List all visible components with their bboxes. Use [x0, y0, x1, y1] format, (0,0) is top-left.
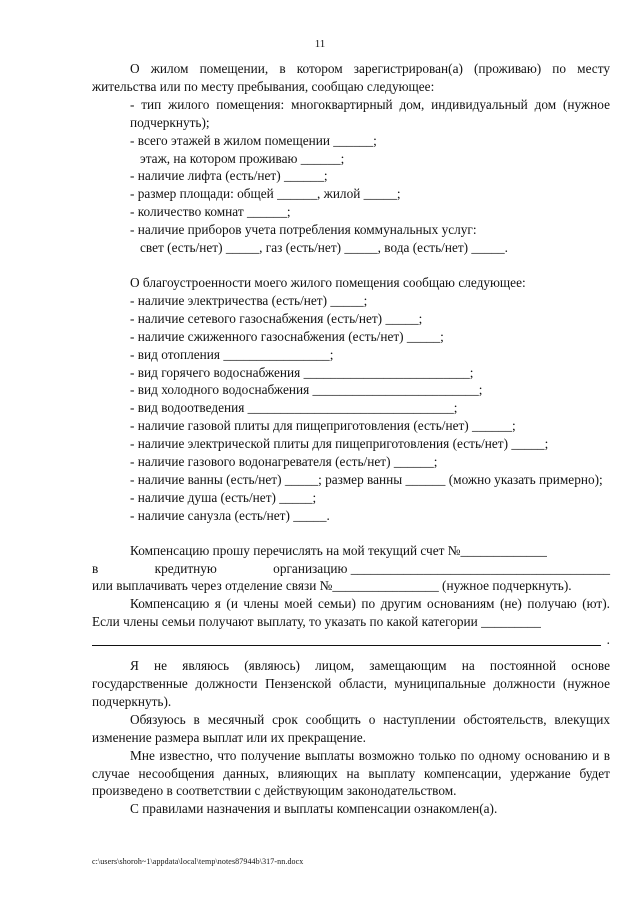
area-line: - размер площади: общей ______, жилой _____; — [130, 186, 401, 202]
other-grounds: Компенсацию я (и члены моей семьи) по другим основаниям (не) получаю (ют). Если члены семьи получают выплату, то указать по какой категории _________ — [92, 596, 610, 630]
amenity-item: - наличие газовой плиты для пищеприготовления (есть/нет) ______; — [130, 418, 516, 434]
page-number: 11 — [314, 38, 326, 50]
application-form-body — [92, 60, 610, 818]
amenity-item: - вид холодного водоснабжения _________________________; — [130, 382, 483, 398]
floor-living: этаж, на котором проживаю ______; — [140, 150, 345, 166]
rules-acknowledgement: С правилами назначения и выплаты компенсации ознакомлен(а). — [130, 801, 498, 817]
amenity-item: - вид горячего водоснабжения _________________________; — [130, 364, 474, 380]
single-ground-notice: Мне известно, что получение выплаты возможно только по одному основанию и в случае несообщения данных, влияющих на выплату компенсации, удержание будет произведено в соответствии с действующим законодательством. — [92, 747, 610, 799]
amenity-item: - наличие сетевого газоснабжения (есть/нет) _____; — [130, 310, 423, 326]
amenity-item: - вид водоотведения _______________________________; — [130, 400, 458, 416]
bank-word: кредитную — [154, 560, 217, 576]
housing-intro: О жилом помещении, в котором зарегистрирован(а) (проживаю) по месту жительства или по месту пребывания, сообщаю следующее: — [92, 61, 610, 94]
housing-type: - тип жилого помещения: многоквартирный дом, индивидуальный дом (нужное подчеркнуть); — [130, 96, 610, 130]
bank-prefix: в — [92, 560, 99, 576]
amenity-item: - наличие электричества (есть/нет) _____; — [130, 292, 368, 308]
amenity-item: - вид отопления ________________; — [130, 346, 334, 362]
post-office-line: или выплачивать через отделение связи №________________ (нужное подчеркнуть). — [92, 578, 572, 594]
account-line: Компенсацию прошу перечислять на мой текущий счет №_____________ — [130, 542, 547, 558]
bath-line: - наличие ванны (есть/нет) _____; размер ванны ______ (можно указать примерно); — [130, 471, 603, 487]
amenity-item: - наличие сжиженного газоснабжения (есть/нет) _____; — [130, 328, 444, 344]
elevator-line: - наличие лифта (есть/нет) ______; — [130, 168, 328, 184]
amenities-intro: О благоустроенности моего жилого помещения сообщаю следующее: — [130, 274, 526, 290]
amenity-item: - наличие электрической плиты для пищеприготовления (есть/нет) _____; — [130, 436, 549, 452]
notify-obligation: Обязуюсь в месячный срок сообщить о наступлении обстоятельств, влекущих изменение размера выплат или их прекращение. — [92, 711, 610, 745]
rooms-line: - количество комнат ______; — [130, 204, 291, 220]
meters-detail: свет (есть/нет) _____, газ (есть/нет) _____, вода (есть/нет) _____. — [140, 240, 509, 256]
file-path-footer: c:\users\shoroh~1\appdata\local\temp\notes87944b\317-nn.docx — [92, 857, 304, 866]
official-status-declaration: Я не являюсь (являюсь) лицом, замещающим на постоянной основе государственные должности Пензенской области, муниципальные должности (нужное подчеркнуть). — [92, 658, 610, 709]
blank-underline — [92, 631, 601, 646]
meters-line: - наличие приборов учета потребления коммунальных услуг: — [130, 222, 477, 238]
toilet-line: - наличие санузла (есть/нет) _____. — [130, 507, 330, 523]
blank-end: . — [606, 632, 610, 648]
floors-total: - всего этажей в жилом помещении ______; — [130, 132, 377, 148]
category-blank-line — [92, 631, 610, 649]
amenity-item: - наличие газового водонагревателя (есть/нет) ______; — [130, 454, 438, 470]
bank-line — [92, 560, 610, 578]
shower-line: - наличие душа (есть/нет) _____; — [130, 489, 317, 505]
bank-org: организацию _______________________________________ — [273, 560, 610, 576]
